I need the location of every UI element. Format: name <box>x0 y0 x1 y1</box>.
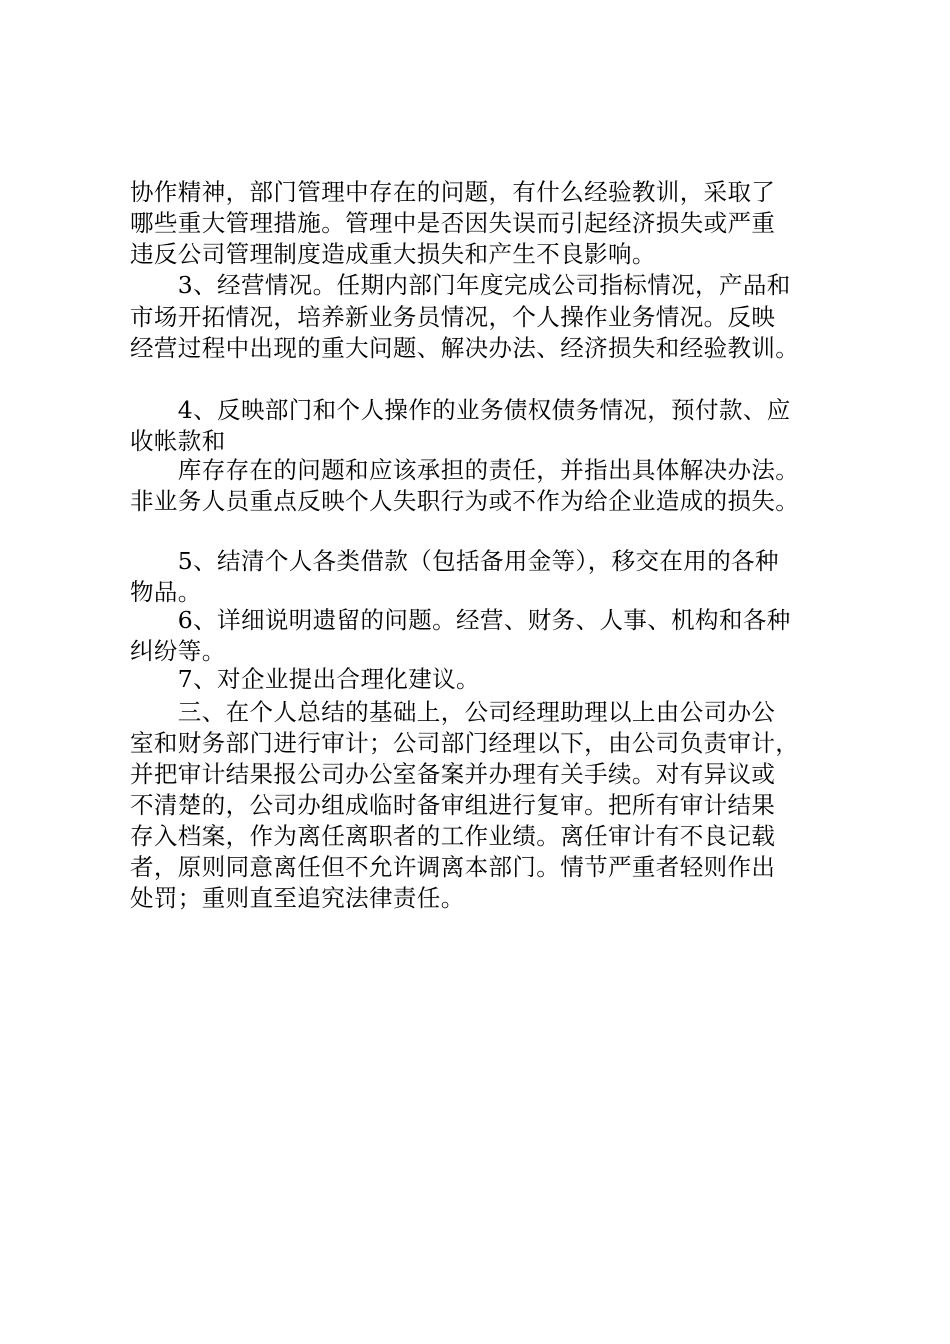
text-line: 违反公司管理制度造成重大损失和产生不良影响。 <box>130 240 656 268</box>
text-line: 存入档案，作为离任离职者的工作业绩。离任审计有不良记载 <box>130 822 776 850</box>
text-line: 3、经营情况。任期内部门年度完成公司指标情况，产品和 <box>130 271 791 299</box>
text-line: 三、在个人总结的基础上，公司经理助理以上由公司办公 <box>130 698 776 726</box>
text-line: 不清楚的，公司办组成临时备审组进行复审。把所有审计结果 <box>130 791 776 819</box>
text-line: 5、结清个人各类借款（包括备用金等），移交在用的各种 <box>130 547 779 575</box>
text-line: 6、详细说明遗留的问题。经营、财务、人事、机构和各种 <box>130 606 791 634</box>
text-line: 室和财务部门进行审计；公司部门经理以下，由公司负责审计， <box>130 729 800 757</box>
text-line: 收帐款和 <box>130 427 226 455</box>
text-line: 市场开拓情况，培养新业务员情况，个人操作业务情况。反映 <box>130 303 776 331</box>
text-line: 非业务人员重点反映个人失职行为或不作为给企业造成的损失。 <box>130 487 800 515</box>
text-line: 处罚；重则直至追究法律责任。 <box>130 884 465 912</box>
text-line: 协作精神，部门管理中存在的问题，有什么经验教训，采取了 <box>130 178 776 206</box>
text-line: 纠纷等。 <box>130 637 226 665</box>
text-line: 4、反映部门和个人操作的业务债权债务情况，预付款、应 <box>130 396 791 424</box>
text-line: 哪些重大管理措施。管理中是否因失误而引起经济损失或严重 <box>130 209 776 237</box>
text-line: 7、对企业提出合理化建议。 <box>130 665 480 693</box>
text-line: 库存存在的问题和应该承担的责任，并指出具体解决办法。 <box>130 456 800 484</box>
text-line: 经营过程中出现的重大问题、解决办法、经济损失和经验教训。 <box>130 334 800 362</box>
text-line: 并把审计结果报公司办公室备案并办理有关手续。对有异议或 <box>130 760 776 788</box>
text-line: 者，原则同意离任但不允许调离本部门。情节严重者轻则作出 <box>130 853 776 881</box>
text-line: 物品。 <box>130 578 202 606</box>
